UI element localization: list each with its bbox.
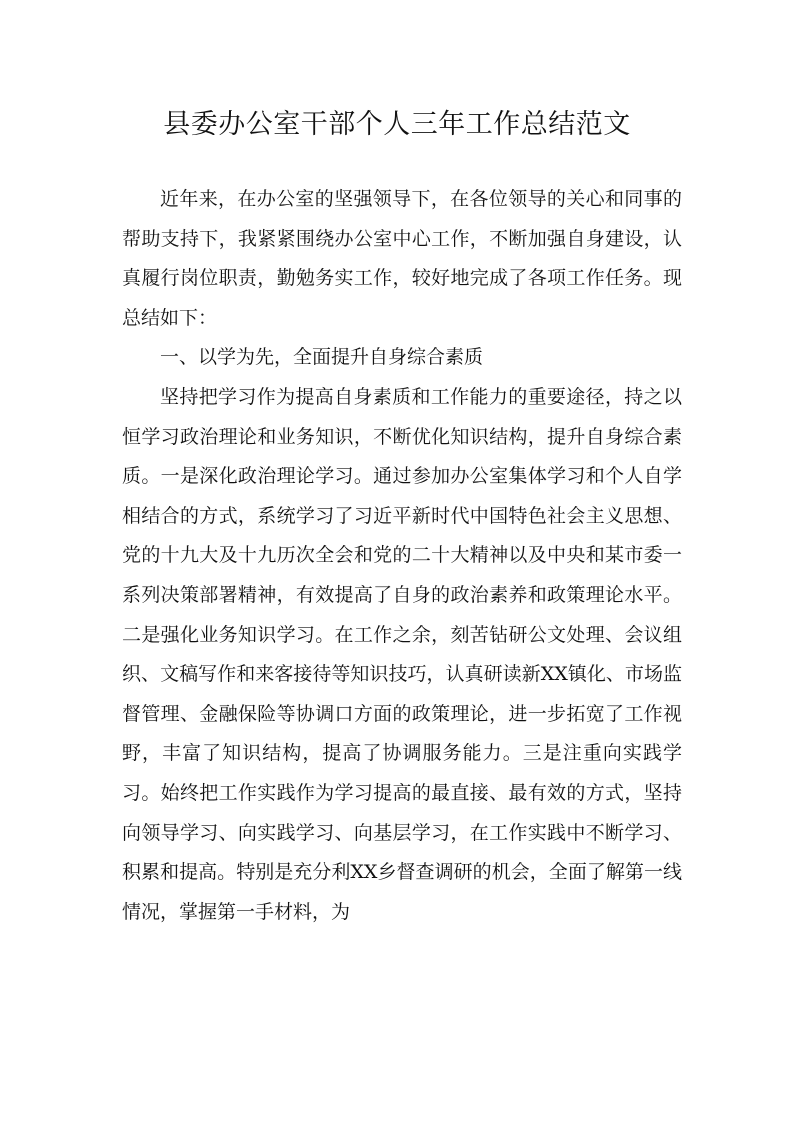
paragraph-intro: 近年来，在办公室的坚强领导下，在各位领导的关心和同事的帮助支持下，我紧紧围绕办公室中心工作，不断加强自身建设，认真履行岗位职责，勤勉务实工作，较好地完成了各项工作任务。现总结如下： (122, 188, 682, 329)
document-title: 县委办公室干部个人三年工作总结范文 (163, 109, 631, 140)
document-body (122, 180, 682, 932)
section-heading-1: 一、以学为先，全面提升自身综合素质 (160, 346, 484, 369)
paragraph-study: 坚持把学习作为提高自身素质和工作能力的重要途径，持之以恒学习政治理论和业务知识，不断优化知识结构，提升自身综合素质。一是深化政治理论学习。通过参加办公室集体学习和个人自学相结合的方式，系统学习了习近平新时代中国特色社会主义思想、党的十九大及十九历次全会和党的二十大精神以及中央和某市委一系列决策部署精神，有效提高了自身的政治素养和政策理论水平。二是强化业务知识学习。在工作之余，刻苦钻研公文处理、会议组织、文稿写作和来客接待等知识技巧，认真研读新XX镇化、市场监督管理、金融保险等协调口方面的政策理论，进一步拓宽了工作视野，丰富了知识结构，提高了协调服务能力。三是注重向实践学习。始终把工作实践作为学习提高的最直接、最有效的方式，坚持向领导学习、向实践学习、向基层学习，在工作实践中不断学习、积累和提高。特别是充分利XX乡督查调研的机会，全面了解第一线情况，掌握第一手材料，为 (122, 385, 682, 923)
